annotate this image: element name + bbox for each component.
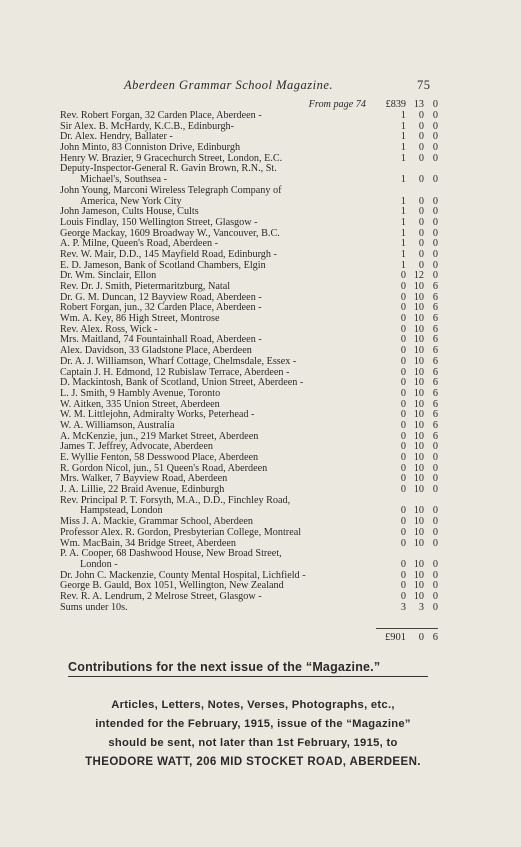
carried-forward-label: From page 74 [308,99,366,110]
pence: 0 [432,248,438,260]
pence: 6 [432,430,438,442]
shillings: 10 [413,419,424,431]
subscriber-entry: James T. Jeffrey, Advocate, Aberdeen [60,441,213,453]
shillings: 0 [418,216,424,228]
pence: 0 [432,484,438,496]
pounds: 0 [400,558,406,570]
subscriber-entry: Rev. W. Mair, D.D., 145 Mayfield Road, Edinburgh - [60,248,277,260]
pounds: 0 [400,430,406,442]
subscriber-entry: George B. Gauld, Box 1051, Wellington, New Zealand [60,580,284,592]
contributions-notice [58,696,448,772]
pounds: 0 [400,345,406,357]
pounds: 0 [400,409,406,421]
pence: 0 [432,142,438,154]
subscriber-entry: W. A. Williamson, Australia [60,419,175,431]
shillings: 10 [413,323,424,335]
subscriber-entry: A. P. Milne, Queen's Road, Aberdeen - [60,238,219,250]
pence: 0 [432,174,438,186]
pounds: 0 [400,452,406,463]
pence: 6 [432,313,438,325]
shillings: 10 [413,430,424,442]
pence: 0 [432,558,438,570]
subscriber-entry: E. D. Jameson, Bank of Scotland Chambers, Elgin [60,259,266,271]
subscriber-entry: Captain J. H. Edmond, 12 Rubislaw Terrace, Aberdeen - [60,366,290,378]
subscriber-entry: W. M. Littlejohn, Admiralty Works, Peterhead - [60,409,255,421]
pence: 6 [432,419,438,431]
pence: 0 [432,259,438,271]
total-shillings: 0 [418,632,424,643]
pounds: 0 [400,355,406,367]
subscriber-entry: America, New York City [80,195,182,207]
pence: 0 [432,110,438,121]
subscriber-entry: John Young, Marconi Wireless Telegraph Company of [60,184,282,196]
shillings: 10 [413,302,424,314]
shillings: 0 [418,110,424,121]
subscriber-entry: E. Wyllie Fenton, 58 Desswood Place, Aberdeen [60,452,259,463]
notice-line: Articles, Letters, Notes, Verses, Photographs, etc., [111,699,395,711]
subscriber-entry: Hampstead, London [80,505,163,517]
pence: 0 [432,270,438,282]
shillings: 10 [413,505,424,517]
pence: 0 [432,238,438,250]
pounds: 0 [400,313,406,325]
ledger-rows [60,111,438,613]
pounds: 0 [400,580,406,592]
subscriber-entry: D. Mackintosh, Bank of Scotland, Union Street, Aberdeen - [60,377,304,389]
shillings: 0 [418,195,424,207]
pounds: 0 [400,590,406,602]
pounds: 0 [400,462,406,474]
subscriber-entry: Louis Findlay, 150 Wellington Street, Glasgow - [60,216,258,228]
pence: 0 [432,462,438,474]
pence: 0 [432,120,438,132]
pence: 0 [432,601,438,613]
pounds: 0 [400,441,406,453]
shillings: 0 [418,227,424,239]
pounds: 1 [400,120,406,132]
pounds: 0 [400,270,406,282]
shillings: 10 [413,377,424,389]
subscriber-entry: R. Gordon Nicol, jun., 51 Queen's Road, Aberdeen [60,462,268,474]
subscriber-entry: Dr. Alex. Hendry, Ballater - [60,131,173,143]
subscriber-entry: Sir Alex. B. McHardy, K.C.B., Edinburgh- [60,120,235,132]
shillings: 10 [413,398,424,410]
shillings: 0 [418,174,424,186]
pounds: 0 [400,526,406,538]
pounds: 0 [400,302,406,314]
subscriber-entry: George Mackay, 1609 Broadway W., Vancouver, B.C. [60,227,280,239]
pounds: 1 [400,216,406,228]
pounds: 0 [400,377,406,389]
shillings: 0 [418,152,424,164]
shillings: 10 [413,441,424,453]
ledger-row [60,528,438,539]
shillings: 10 [413,334,424,346]
pence: 0 [432,452,438,463]
pence: 0 [432,195,438,207]
editor-address: THEODORE WATT, 206 MID STOCKET ROAD, ABERDEEN. [85,756,421,768]
shillings: 10 [413,313,424,325]
pounds: 0 [400,334,406,346]
subscriber-entry: Dr. Wm. Sinclair, Ellon [60,270,157,282]
subscriber-entry: J. A. Lillie, 22 Braid Avenue, Edinburgh [60,484,225,496]
page-number: 75 [417,78,431,92]
page-header [0,78,521,94]
pence: 6 [432,355,438,367]
subscriber-entry: P. A. Cooper, 68 Dashwood House, New Broad Street, [60,548,282,560]
pounds: 1 [400,227,406,239]
pounds: 0 [400,291,406,303]
pounds: 0 [400,398,406,410]
pounds: 1 [400,110,406,121]
pence: 0 [432,569,438,581]
pounds: 1 [400,248,406,260]
pence: 0 [432,131,438,143]
pounds: 0 [400,419,406,431]
pounds: 0 [400,281,406,292]
pence: 0 [432,505,438,517]
shillings: 10 [413,590,424,602]
pence: 0 [432,590,438,602]
pence: 6 [432,291,438,303]
subscriber-entry: Dr. G. M. Duncan, 12 Bayview Road, Aberdeen - [60,291,262,303]
shillings: 10 [413,473,424,485]
pounds: 1 [400,142,406,154]
shillings: 0 [418,120,424,132]
pounds: 0 [400,473,406,485]
pounds: 0 [400,569,406,581]
pence: 6 [432,398,438,410]
notice-line: should be sent, not later than 1st February, 1915, to [108,737,398,749]
pence: 6 [432,409,438,421]
shillings: 0 [418,238,424,250]
pounds: 1 [400,152,406,164]
pounds: 0 [400,537,406,549]
pounds: 1 [400,174,406,186]
shillings: 12 [413,270,424,282]
subscriber-entry: Deputy-Inspector-General R. Gavin Brown, R.N., St. [60,163,277,175]
pounds: 1 [400,238,406,250]
pence: 0 [432,152,438,164]
pence: 6 [432,334,438,346]
pence: 0 [432,526,438,538]
ledger-row [60,357,438,368]
shillings: 10 [413,526,424,538]
pence: 0 [432,537,438,549]
subscriber-entry: Alex. Davidson, 33 Gladstone Place, Aberdeen [60,345,252,357]
subscriber-entry: Dr. A. J. Williamson, Wharf Cottage, Chelmsdale, Essex - [60,355,297,367]
subscriber-entry: Mrs. Walker, 7 Bayview Road, Aberdeen [60,473,228,485]
pounds: 1 [400,195,406,207]
pounds: 0 [400,484,406,496]
shillings: 10 [413,345,424,357]
pounds: 1 [400,259,406,271]
shillings: 10 [413,462,424,474]
subscriber-entry: Wm. MacBain, 34 Bridge Street, Aberdeen [60,537,236,549]
shillings: 0 [418,142,424,154]
total-pence: 6 [432,632,438,643]
shillings: 10 [413,291,424,303]
shillings: 10 [413,569,424,581]
subscriber-entry: A. McKenzie, jun., 219 Market Street, Aberdeen [60,430,259,442]
pounds: 3 [400,601,406,613]
subscriber-entry: John Minto, 83 Conniston Drive, Edinburgh [60,142,241,154]
pence: 6 [432,281,438,292]
subscriber-entry: Michael's, Southsea - [80,174,167,186]
shillings: 10 [413,366,424,378]
subscriber-entry: Rev. R. A. Lendrum, 2 Melrose Street, Glasgow - [60,590,262,602]
pence: 6 [432,345,438,357]
shillings: 13 [413,99,424,110]
pence: 0 [432,580,438,592]
subscriber-entry: London - [80,558,118,570]
subscriber-entry: Sums under 10s. [60,601,128,613]
subscriber-entry: Henry W. Brazier, 9 Gracechurch Street, London, E.C. [60,152,283,164]
pence: 6 [432,302,438,314]
grand-total [382,632,438,644]
subscriber-entry: John Jameson, Cults House, Cults [60,206,199,218]
total-rule [376,628,438,629]
shillings: 0 [418,206,424,218]
shillings: 10 [413,558,424,570]
pence: 0 [432,216,438,228]
subscription-ledger [60,100,438,613]
shillings: 3 [418,601,424,613]
pounds: 0 [400,516,406,528]
subscriber-entry: W. Aitken, 335 Union Street, Aberdeen [60,398,220,410]
pence: 6 [432,366,438,378]
shillings: 0 [418,131,424,143]
pounds: 1 [400,131,406,143]
pence: 6 [432,377,438,389]
pence: 0 [432,227,438,239]
pounds: 1 [400,206,406,218]
shillings: 10 [413,355,424,367]
subscriber-entry: Dr. John C. Mackenzie, County Mental Hospital, Lichfield - [60,569,306,581]
magazine-title: Aberdeen Grammar School Magazine. [124,78,334,92]
pounds: 0 [400,323,406,335]
notice-line: intended for the February, 1915, issue of the “Magazine” [95,718,411,730]
pence: 0 [432,516,438,528]
pence: 0 [432,473,438,485]
ledger-row [60,218,438,229]
total-pounds: £901 [385,632,406,643]
ledger-row [60,389,438,400]
shillings: 10 [413,409,424,421]
pence: 0 [432,99,438,110]
subscriber-entry: L. J. Smith, 9 Hambly Avenue, Toronto [60,387,221,399]
shillings: 10 [413,516,424,528]
ledger-row [60,603,438,614]
subscriber-entry: Mrs. Maitland, 74 Fountainhall Road, Aberdeen - [60,334,262,346]
shillings: 10 [413,281,424,292]
shillings: 10 [413,452,424,463]
pounds: £839 [385,99,406,110]
pence: 6 [432,387,438,399]
pounds: 0 [400,387,406,399]
pounds: 0 [400,366,406,378]
shillings: 10 [413,387,424,399]
pounds: 0 [400,505,406,517]
shillings: 10 [413,580,424,592]
subscriber-entry: Rev. Principal P. T. Forsyth, M.A., D.D., Finchley Road, [60,494,291,506]
shillings: 10 [413,484,424,496]
subscriber-entry: Rev. Dr. J. Smith, Pietermaritzburg, Natal [60,281,231,292]
subscriber-entry: Rev. Robert Forgan, 32 Carden Place, Aberdeen - [60,110,262,121]
subscriber-entry: Miss J. A. Mackie, Grammar School, Aberdeen [60,516,253,528]
ledger-row [60,186,438,197]
pence: 0 [432,206,438,218]
pence: 6 [432,323,438,335]
subscriber-entry: Professor Alex. R. Gordon, Presbyterian College, Montreal [60,526,302,538]
shillings: 0 [418,248,424,260]
shillings: 10 [413,537,424,549]
subscriber-entry: Robert Forgan, jun., 32 Carden Place, Aberdeen - [60,302,262,314]
ledger-row [60,560,438,571]
shillings: 0 [418,259,424,271]
pence: 0 [432,441,438,453]
contributions-heading: Contributions for the next issue of the “Magazine.” [68,660,428,677]
subscriber-entry: Rev. Alex. Ross, Wick - [60,323,158,335]
subscriber-entry: Wm. A. Key, 86 High Street, Montrose [60,313,220,325]
